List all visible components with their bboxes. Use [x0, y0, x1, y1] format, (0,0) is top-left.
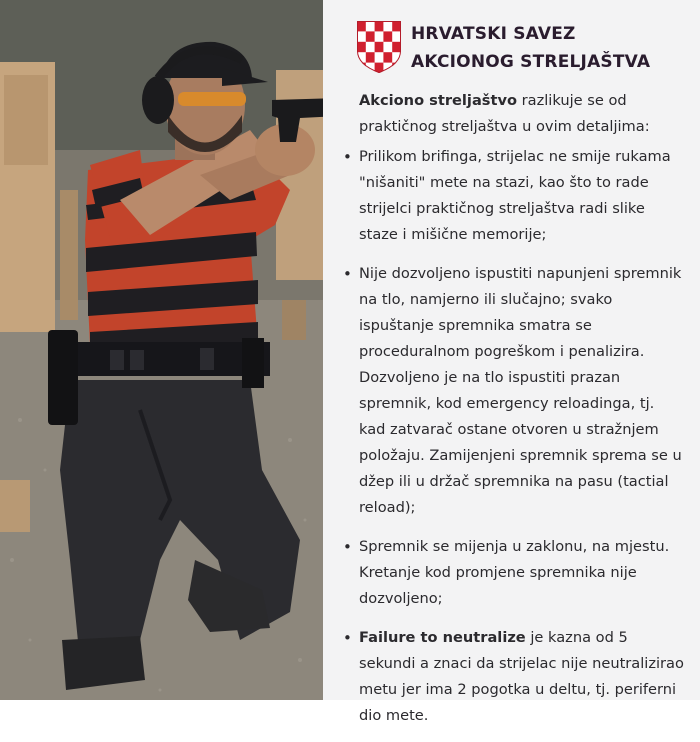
bullet-icon: • — [343, 265, 352, 283]
bullet-icon: • — [343, 629, 352, 647]
rule-text: je kazna od 5 sekundi a znaci da strijelac nije neutralizirao metu jer ima 2 pogotka u deltu, tj. periferni dio mete. — [359, 629, 684, 724]
rule-bold-term: Failure to neutralize — [359, 629, 526, 646]
wooden-box — [0, 480, 30, 532]
duty-belt — [70, 342, 270, 376]
rule-text: Spremnik se mijenja u zaklonu, na mjestu. Kretanje kod promjene spremnika nije dozvoljeno; — [359, 538, 670, 607]
text-panel — [323, 0, 700, 724]
list-item — [343, 261, 685, 521]
intro-paragraph — [359, 88, 685, 140]
rule-text: Prilikom brifinga, strijelac ne smije rukama "nišaniti" mete na stazi, kao što to rade strijelci praktičnog streljaštva radi slike staze i mišične memorije; — [359, 148, 671, 243]
shooter-photo — [0, 0, 323, 700]
page-title — [411, 20, 650, 76]
croatian-checkerboard-shield-icon — [357, 21, 401, 73]
rule-text: Nije dozvoljeno ispustiti napunjeni spremnik na tlo, namjerno ili slučajno; svako ispuštanje spremnika smatra se proceduralnom pogreškom i penalizira. Dozvoljeno je na tlo ispustiti prazan spremnik, kod emergency reloadinga, tj. kad zatvarač ostane otvoren u stražnjem položaju. Zamijenjeni spremnik sprema se u džep ili u držač spremnika na pasu (tactial reload); — [359, 265, 682, 516]
shooter-illustration — [0, 0, 323, 700]
intro-text: razlikuje se od praktičnog streljaštva u ovim detaljima: — [359, 92, 650, 135]
holster — [48, 330, 78, 425]
title-line-2: AKCIONOG STRELJAŠTVA — [411, 52, 651, 72]
rules-text — [343, 88, 685, 742]
header — [357, 20, 687, 80]
title-line-1: HRVATSKI SAVEZ — [411, 24, 576, 44]
list-item — [343, 625, 685, 729]
ear-protection — [142, 76, 174, 124]
intro-bold-term: Akciono streljaštvo — [359, 92, 517, 109]
magazine-pouch — [242, 338, 264, 388]
list-item — [343, 534, 685, 612]
bullet-icon: • — [343, 148, 352, 166]
rules-list — [343, 144, 685, 729]
shooting-glasses — [178, 92, 246, 106]
bullet-icon: • — [343, 538, 352, 556]
list-item — [343, 144, 685, 248]
